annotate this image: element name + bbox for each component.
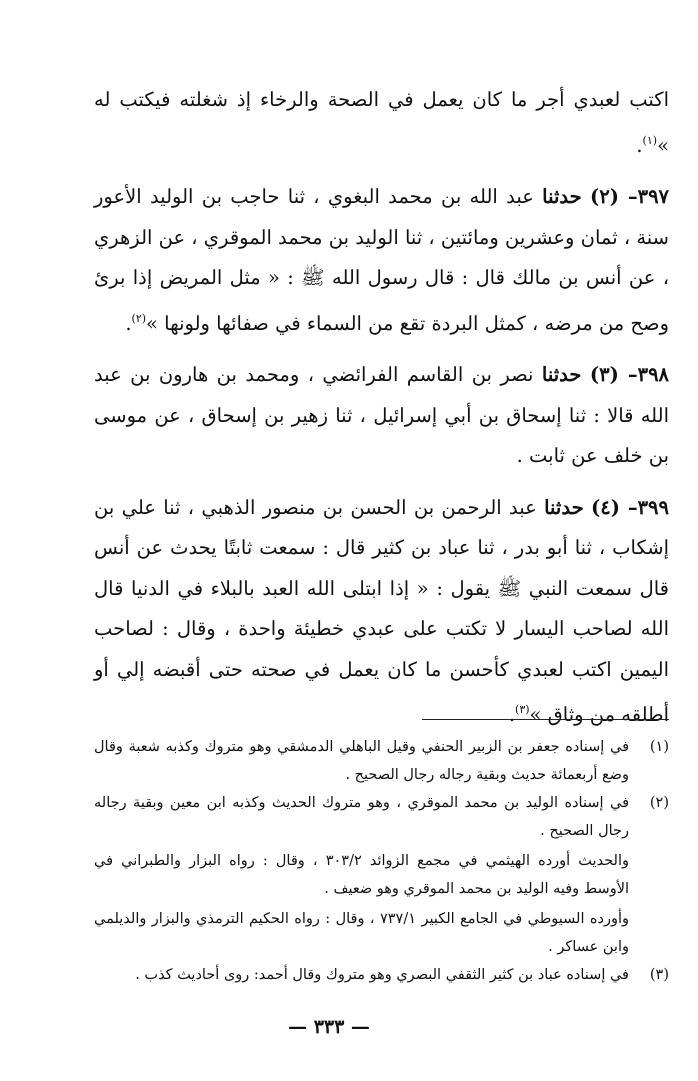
- hadith-397: ٣٩٧– (٢) حدثنا عبد الله بن محمد البغوي ، ثنا حاجب بن الوليد الأعور سنة ، ثمان وعشرين ومائتين ، ثنا الوليد بن محمد الموقري ، عن الزهري ، عن أنس بن مالك قال : قال رسول الله ﷺ : « مثل المريض إذا برئ وصح من مرضه ، كمثل البردة تقع من السماء في صفائها ولونها »$^{(٢)}$.: [94, 185, 670, 335]
- footnote-2: [94, 789, 669, 961]
- footnote-3: [94, 961, 669, 989]
- footnote-ref: (١): [642, 133, 658, 147]
- footnote-text: والحديث أورده الهيثمي في مجمع الزوائد ٣٠٣/٢ ، وقال : رواه البزار والطبراني في الأوسط وفيه الوليد بن محمد الموقري وهو ضعيف .: [94, 853, 629, 897]
- hadith-end: .: [125, 311, 132, 335]
- hadith-399: ٣٩٩– (٤) حدثنا عبد الرحمن بن الحسن بن منصور الذهبي ، ثنا علي بن إشكاب ، ثنا أبو بدر ، ثنا عباد بن كثير قال : سمعت ثابتًا يحدث عن أنس قال سمعت النبي ﷺ يقول : « إذا ابتلى الله العبد بالبلاء في الدنيا قال الله لصاحب اليسار لا تكتب على عبدي خطيئة واحدة ، وقال : لصاحب اليمين اكتب لعبدي كأحسن ما كان يعمل في صحته حتى أقبضه إلي أو أطلقه من وثاق »$^{(٣)}$.: [94, 495, 669, 726]
- hadith-number: ٣٩٨: [637, 363, 670, 386]
- footnote-number: (٢): [649, 795, 669, 811]
- footnote-ref: (٢): [131, 311, 147, 325]
- hadith-seq: (٤): [590, 495, 620, 519]
- hadith-number: ٣٩٧: [637, 185, 670, 208]
- hadith-keyword: حدثنا: [541, 363, 582, 386]
- footnote-text: في إسناده الوليد بن محمد الموقري ، وهو متروك الحديث وكذبه ابن معين وبقية رجاله رجال الصحيح .: [94, 795, 629, 839]
- hadith-text: نصر بن القاسم الفرائضي ، ومحمد بن هارون بن عبد الله قالا : ثنا إسحاق بن أبي إسرائيل ، ثنا زهير بن إسحاق ، عن موسى بن خلف عن ثابت .: [94, 363, 669, 467]
- hadith-text: عبد الرحمن بن الحسن بن منصور الذهبي ، ثنا علي بن إشكاب ، ثنا أبو بدر ، ثنا عباد بن كثير قال : سمعت ثابتًا يحدث عن أنس قال سمعت النبي ﷺ يقول : « إذا ابتلى الله العبد بالبلاء في الدنيا قال الله لصاحب اليسار لا تكتب على عبدي خطيئة واحدة ، وقال : لصاحب اليمين اكتب لعبدي كأحسن ما كان يعمل في صحته حتى أقبضه إلي أو أطلقه من وثاق »: [94, 495, 669, 726]
- hadith-text: عبد الله بن محمد البغوي ، ثنا حاجب بن الوليد الأعور سنة ، ثمان وعشرين ومائتين ، ثنا الوليد بن محمد الموقري ، عن الزهري ، عن أنس بن مالك قال : قال رسول الله ﷺ : « مثل المريض إذا برئ وصح من مرضه ، كمثل البردة تقع من السماء في صفائها ولونها »: [94, 185, 669, 335]
- hadith-seq: (٢): [590, 185, 619, 208]
- footnote-text: وأورده السيوطي في الجامع الكبير ٧٣٧/١ ، وقال : رواه الحكيم الترمذي والبزار والديلمي وابن عساكر .: [94, 911, 629, 955]
- hadith-seq: (٣): [589, 363, 619, 386]
- footnote-divider: [422, 719, 669, 720]
- hadith-number: ٣٩٩: [637, 495, 669, 519]
- footnote-ref: (٣): [515, 703, 530, 716]
- hadith-end: .: [508, 703, 516, 726]
- footnotes-section: [94, 733, 669, 989]
- page-number: — ٣٣٣ —: [288, 1016, 370, 1038]
- intro-end: .: [636, 133, 643, 157]
- hadith-keyword: حدثنا: [544, 495, 584, 519]
- main-text-block: [94, 80, 669, 736]
- intro-paragraph: [94, 80, 669, 166]
- footnote-number: (١): [649, 739, 669, 755]
- footnote-text: في إسناده عباد بن كثير الثقفي البصري وهو متروك وقال أحمد: روى أحاديث كذب .: [135, 967, 629, 983]
- footnote-number: (٣): [649, 967, 669, 983]
- hadith-398: ٣٩٨– (٣) حدثنا نصر بن القاسم الفرائضي ، ومحمد بن هارون بن عبد الله قالا : ثنا إسحاق بن أبي إسرائيل ، ثنا زهير بن إسحاق ، عن موسى بن خلف عن ثابت .: [94, 363, 670, 467]
- intro-text: اكتب لعبدي أجر ما كان يعمل في الصحة والرخاء إذ شغلته فيكتب له »: [94, 88, 669, 157]
- footnote-1: [94, 733, 669, 789]
- hadith-keyword: حدثنا: [542, 185, 582, 208]
- footnote-text: في إسناده جعفر بن الزبير الحنفي وقيل الباهلي الدمشقي وهو متروك وكذبه شعبة وقال وضع أربعمائة حديث وبقية رجاله رجال الصحيح .: [94, 739, 629, 783]
